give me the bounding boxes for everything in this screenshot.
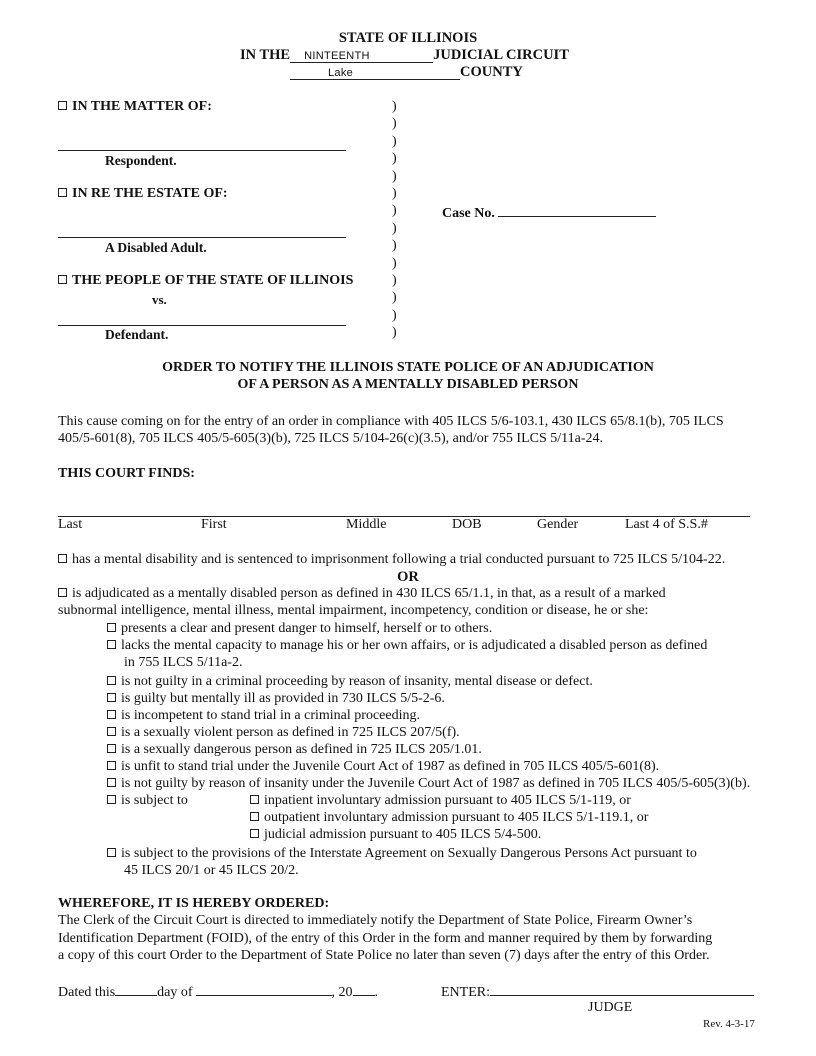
- caption-parentheses: ) ) ) ) ) ) ) ) ) ) ) ) ) ): [392, 99, 397, 341]
- adjudicated-checkbox[interactable]: [58, 588, 67, 597]
- sub-option-unfit[interactable]: [107, 759, 659, 775]
- in-the-label: IN THE: [240, 47, 291, 63]
- estate-checkbox[interactable]: [58, 188, 67, 197]
- month-field[interactable]: [196, 983, 332, 996]
- guilty-ill-text: is guilty but mentally ill as provided in 730 ILCS 5/5-2-6.: [121, 691, 445, 706]
- col-last: Last: [58, 517, 83, 532]
- interstate-checkbox[interactable]: [107, 848, 116, 857]
- case-number-field[interactable]: [498, 204, 656, 217]
- danger-text: presents a clear and present danger to himself, herself or to others.: [121, 621, 493, 636]
- outpatient-text: outpatient involuntary admission pursuant to 405 ILCS 5/1-119.1, or: [264, 810, 649, 825]
- people-option[interactable]: [58, 273, 353, 289]
- sub-option-capacity[interactable]: [107, 638, 707, 654]
- respondent-line[interactable]: [58, 150, 346, 151]
- insanity-text: is not guilty in a criminal proceeding by reason of insanity, mental disease or defect.: [121, 674, 593, 689]
- state-heading: STATE OF ILLINOIS: [338, 30, 478, 46]
- circuit-field[interactable]: NINTEENTH: [290, 50, 433, 63]
- sub-option-danger[interactable]: [107, 621, 492, 637]
- day-of-label: day of: [157, 985, 193, 1000]
- adjudicated-option[interactable]: [58, 586, 666, 602]
- sentenced-option[interactable]: [58, 552, 725, 568]
- year-field[interactable]: [353, 983, 375, 996]
- order-text-line1: The Clerk of the Circuit Court is directed to immediately notify the Department of State Police, Firearm Owner’s: [58, 913, 693, 928]
- dated-this-label: Dated this: [58, 985, 116, 1000]
- intro-paragraph: This cause coming on for the entry of an order in compliance with 405 ILCS 5/6-103.1, 430 ILCS 65/8.1(b), 705 ILCS 405/5-601(8), 705 ILCS 405/5-605(3)(b), 725 ILCS 5/104-26(c)(3.5), and/or 755 ILCS 5/11a-24.: [58, 414, 724, 446]
- sub-option-violent[interactable]: [107, 725, 460, 741]
- capacity-checkbox[interactable]: [107, 640, 116, 649]
- admission-inpatient[interactable]: [250, 793, 631, 809]
- adjudicated-text: is adjudicated as a mentally disabled person as defined in 430 ILCS 65/1.1, in that, as a result of a marked: [72, 586, 666, 601]
- interstate-text: is subject to the provisions of the Interstate Agreement on Sexually Dangerous Persons Act pursuant to: [121, 846, 697, 861]
- dangerous-text: is a sexually dangerous person as defined in 725 ILCS 205/1.01.: [121, 742, 482, 757]
- subject-to-text: is subject to: [121, 793, 188, 808]
- sub-option-subject-to[interactable]: [107, 793, 188, 809]
- adjudicated-text-cont: subnormal intelligence, mental illness, mental impairment, incompetency, condition or disease, he or she:: [58, 603, 649, 618]
- revision-label: Rev. 4-3-17: [703, 1018, 755, 1030]
- juvenile-insanity-text: is not guilty by reason of insanity under the Juvenile Court Act of 1987 as defined in 705 ILCS 405/5-605(3)(b).: [121, 776, 751, 791]
- defendant-line[interactable]: [58, 325, 346, 326]
- in-the-matter-option[interactable]: [58, 99, 212, 115]
- dated-line: [58, 983, 378, 1001]
- or-separator: OR: [397, 569, 419, 585]
- danger-checkbox[interactable]: [107, 623, 116, 632]
- order-title-line1: ORDER TO NOTIFY THE ILLINOIS STATE POLICE OF AN ADJUDICATION: [162, 360, 654, 375]
- people-checkbox[interactable]: [58, 275, 67, 284]
- estate-option[interactable]: [58, 186, 228, 202]
- people-label: THE PEOPLE OF THE STATE OF ILLINOIS: [72, 273, 354, 288]
- matter-checkbox[interactable]: [58, 101, 67, 110]
- order-heading: WHEREFORE, IT IS HEREBY ORDERED:: [58, 896, 330, 911]
- juvenile-insanity-checkbox[interactable]: [107, 778, 116, 787]
- judicial-text: judicial admission pursuant to 405 ILCS 5/4-500.: [264, 827, 542, 842]
- col-middle: Middle: [346, 517, 387, 532]
- disabled-adult-line[interactable]: [58, 237, 346, 238]
- circuit-line: [240, 47, 569, 64]
- judicial-circuit-label: JUDICIAL CIRCUIT: [433, 47, 569, 63]
- year-prefix: , 20: [331, 985, 353, 1000]
- inpatient-checkbox[interactable]: [250, 795, 259, 804]
- order-text-line3: a copy of this court Order to the Department of State Police no later than seven (7) days after the entry of this Order.: [58, 948, 710, 963]
- insanity-checkbox[interactable]: [107, 676, 116, 685]
- order-title-line2: OF A PERSON AS A MENTALLY DISABLED PERSON: [237, 377, 579, 392]
- capacity-text-cont: in 755 ILCS 5/11a-2.: [124, 655, 243, 670]
- sub-option-incompetent[interactable]: [107, 708, 420, 724]
- admission-judicial[interactable]: [250, 827, 541, 843]
- judicial-checkbox[interactable]: [250, 829, 259, 838]
- col-dob: DOB: [452, 517, 482, 532]
- incompetent-checkbox[interactable]: [107, 710, 116, 719]
- estate-label: IN RE THE ESTATE OF:: [72, 186, 228, 201]
- sentenced-checkbox[interactable]: [58, 554, 67, 563]
- case-no-label: Case No.: [442, 206, 495, 221]
- case-number: [442, 204, 656, 222]
- sentenced-text: has a mental disability and is sentenced to imprisonment following a trial conducted pursuant to 725 ILCS 5/104-22.: [72, 552, 726, 567]
- violent-checkbox[interactable]: [107, 727, 116, 736]
- county-label: COUNTY: [460, 64, 523, 80]
- day-field[interactable]: [115, 983, 157, 996]
- col-gender: Gender: [537, 517, 579, 532]
- incompetent-text: is incompetent to stand trial in a criminal proceeding.: [121, 708, 420, 723]
- court-finds-heading: THIS COURT FINDS:: [58, 466, 195, 481]
- sub-option-juvenile-insanity[interactable]: [107, 776, 750, 792]
- dangerous-checkbox[interactable]: [107, 744, 116, 753]
- sub-option-insanity[interactable]: [107, 674, 593, 690]
- interstate-text-cont: 45 ILCS 20/1 or 45 ILCS 20/2.: [124, 863, 299, 878]
- subject-to-checkbox[interactable]: [107, 795, 116, 804]
- matter-label: IN THE MATTER OF:: [72, 99, 212, 114]
- judge-signature-field[interactable]: [490, 983, 754, 996]
- unfit-text: is unfit to stand trial under the Juvenile Court Act of 1987 as defined in 705 ILCS 405/5-601(8).: [121, 759, 660, 774]
- admission-outpatient[interactable]: [250, 810, 648, 826]
- disabled-adult-label: A Disabled Adult.: [105, 240, 207, 255]
- sub-option-dangerous[interactable]: [107, 742, 482, 758]
- enter-label: ENTER:: [441, 985, 490, 1000]
- col-ssn: Last 4 of S.S.#: [625, 517, 708, 532]
- col-first: First: [201, 517, 227, 532]
- county-field[interactable]: Lake: [290, 67, 460, 80]
- guilty-ill-checkbox[interactable]: [107, 693, 116, 702]
- capacity-text: lacks the mental capacity to manage his or her own affairs, or is adjudicated a disabled person as defined: [121, 638, 708, 653]
- sub-option-guilty-ill[interactable]: [107, 691, 445, 707]
- inpatient-text: inpatient involuntary admission pursuant to 405 ILCS 5/1-119, or: [264, 793, 631, 808]
- vs-label: vs.: [152, 292, 167, 307]
- violent-text: is a sexually violent person as defined in 725 ILCS 207/5(f).: [121, 725, 460, 740]
- respondent-label: Respondent.: [105, 153, 177, 168]
- period: .: [374, 985, 379, 1000]
- outpatient-checkbox[interactable]: [250, 812, 259, 821]
- sub-option-interstate[interactable]: [107, 846, 697, 862]
- defendant-label: Defendant.: [105, 327, 169, 342]
- unfit-checkbox[interactable]: [107, 761, 116, 770]
- order-text-line2: Identification Department (FOID), of the entry of this Order in the form and manner required by them by forwarding: [58, 931, 713, 946]
- judge-label: JUDGE: [588, 1000, 633, 1015]
- county-line: [290, 64, 523, 81]
- enter-line: [441, 983, 754, 1001]
